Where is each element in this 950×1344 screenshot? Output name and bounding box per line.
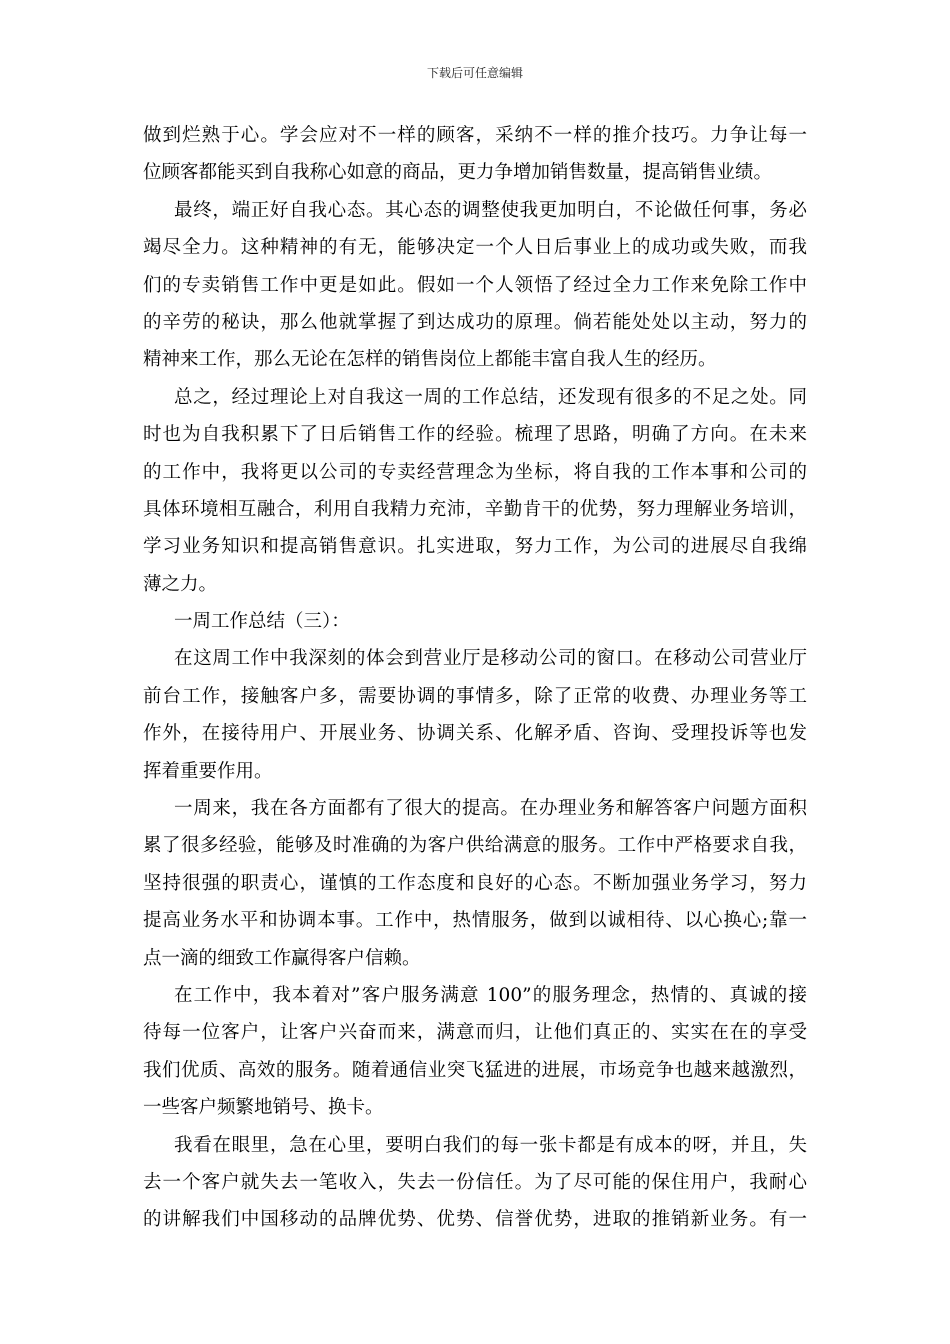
text-line: 的讲解我们中国移动的品牌优势、优势、信誉优势，进取的推销新业务。有一 <box>143 1209 807 1231</box>
text-line: 们的专卖销售工作中更是如此。假如一个人领悟了经过全力工作来免除工作中 <box>143 274 807 296</box>
paragraph-start-line: 在这周工作中我深刻的体会到营业厅是移动公司的窗口。在移动公司营业厅 <box>174 648 807 670</box>
paragraph-start-line: 在工作中，我本着对”客户服务满意 100”的服务理念，热情的、真诚的接 <box>174 984 807 1006</box>
paragraph-start-line: 总之，经过理论上对自我这一周的工作总结，还发现有很多的不足之处。同 <box>174 386 807 408</box>
text-line: 时也为自我积累下了日后销售工作的经验。梳理了思路，明确了方向。在未来 <box>143 424 807 446</box>
text-line: 我们优质、高效的服务。随着通信业突飞猛进的进展，市场竞争也越来越激烈， <box>143 1059 807 1081</box>
text-line: 具体环境相互融合，利用自我精力充沛，辛勤肯干的优势，努力理解业务培训， <box>143 498 807 520</box>
text-line: 的辛劳的秘诀，那么他就掌握了到达成功的原理。倘若能处处以主动，努力的 <box>143 311 807 333</box>
section-heading: 一周工作总结（三）： <box>174 611 350 633</box>
text-line: 位顾客都能买到自我称心如意的商品，更力争增加销售数量，提高销售业绩。 <box>143 162 773 184</box>
paragraph-start-line: 一周来，我在各方面都有了很大的提高。在办理业务和解答客户问题方面积 <box>174 798 807 820</box>
text-line: 竭尽全力。这种精神的有无，能够决定一个人日后事业上的成功或失败，而我 <box>143 237 807 259</box>
text-line: 待每一位客户，让客户兴奋而来，满意而归，让他们真正的、实实在在的享受 <box>143 1022 807 1044</box>
text-line: 坚持很强的职责心，谨慎的工作态度和良好的心态。不断加强业务学习，努力 <box>143 872 807 894</box>
text-line: 做到烂熟于心。学会应对不一样的顾客，采纳不一样的推介技巧。力争让每一 <box>143 125 807 146</box>
document-body <box>143 117 807 1239</box>
text-line: 薄之力。 <box>143 573 218 595</box>
text-line: 提高业务水平和协调本事。工作中，热情服务，做到以诚相待、以心换心;靠一 <box>143 910 807 932</box>
text-line: 去一个客户就失去一笔收入，失去一份信任。为了尽可能的保住用户，我耐心 <box>143 1171 807 1193</box>
text-line: 前台工作，接触客户多，需要协调的事情多，除了正常的收费、办理业务等工 <box>143 685 807 707</box>
text-line: 点一滴的细致工作赢得客户信赖。 <box>143 947 421 969</box>
text-line: 学习业务知识和提高销售意识。扎实进取，努力工作，为公司的进展尽自我绵 <box>143 536 807 558</box>
paragraph-start-line: 最终，端正好自我心态。其心态的调整使我更加明白，不论做任何事，务必 <box>174 199 807 221</box>
text-line: 累了很多经验，能够及时准确的为客户供给满意的服务。工作中严格要求自我， <box>143 835 807 857</box>
page-header: 下载后可任意编辑 <box>426 66 523 80</box>
text-line: 一些客户频繁地销号、换卡。 <box>143 1097 384 1119</box>
paragraph-start-line: 我看在眼里，急在心里，要明白我们的每一张卡都是有成本的呀，并且，失 <box>174 1134 807 1156</box>
text-line: 作外，在接待用户、开展业务、协调关系、化解矛盾、咨询、受理投诉等也发 <box>143 723 807 745</box>
text-line: 挥着重要作用。 <box>143 760 273 782</box>
text-line: 精神来工作，那么无论在怎样的销售岗位上都能丰富自我人生的经历。 <box>143 349 717 371</box>
text-line: 的工作中，我将更以公司的专卖经营理念为坐标，将自我的工作本事和公司的 <box>143 461 807 483</box>
